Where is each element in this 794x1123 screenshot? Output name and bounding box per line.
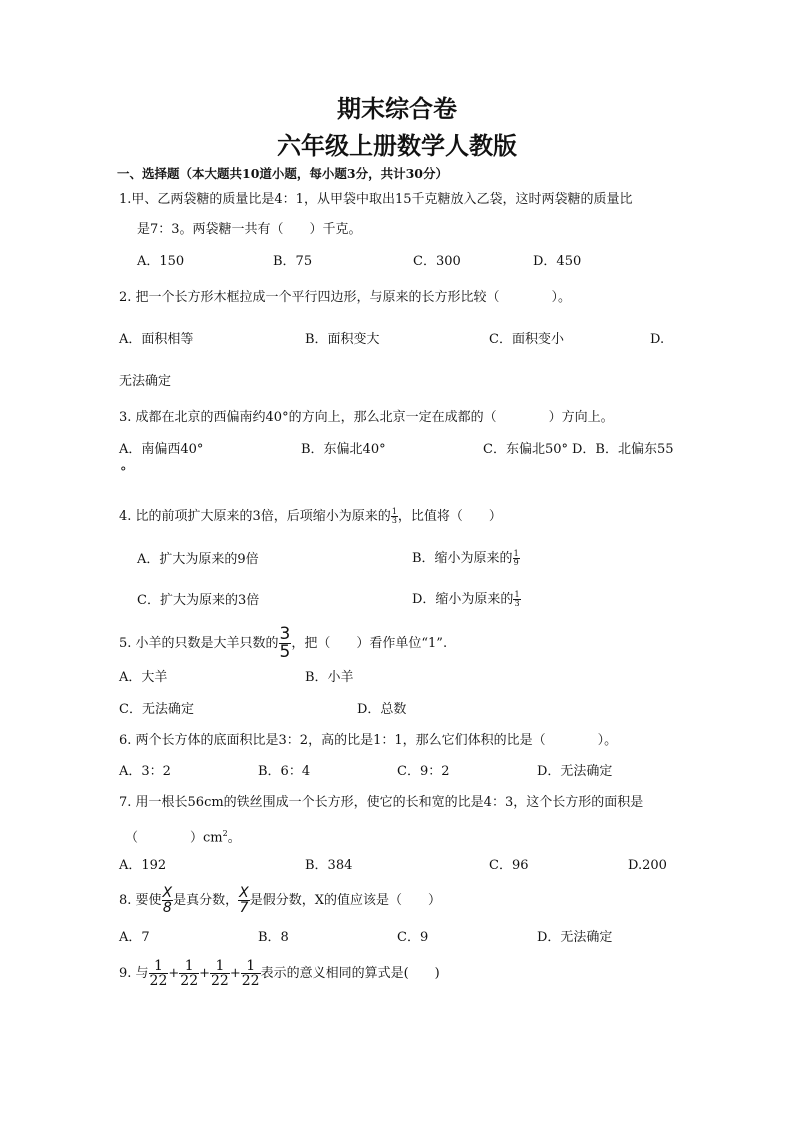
q7-option-a[interactable]: A．192 xyxy=(119,858,167,873)
question-7-end: 。 xyxy=(227,830,241,846)
fraction-numerator: 1 xyxy=(391,507,397,516)
q1-option-d[interactable]: D．450 xyxy=(533,254,582,269)
question-5-text-b: ，把（ ）看作单位“1”. xyxy=(291,636,448,651)
question-1-line1: 1.甲、乙两袋糖的质量比是4：1，从甲袋中取出15千克糖放入乙袋，这时两袋糖的质量比 xyxy=(119,192,633,207)
fraction-numerator: 1 xyxy=(154,958,163,974)
q4-option-b-text: B．缩小为原来的 xyxy=(412,551,513,566)
fraction-numerator: 1 xyxy=(513,549,519,558)
question-3: 3. 成都在北京的西偏南约40°的方向上，那么北京一定在成都的（ ）方向上。 xyxy=(119,410,614,425)
q2-option-b[interactable]: B．面积变大 xyxy=(305,332,380,347)
question-7-line2 xyxy=(125,826,241,846)
q2-option-d[interactable]: D. xyxy=(650,332,665,347)
fraction xyxy=(179,959,199,988)
q8-option-b[interactable]: B．8 xyxy=(258,930,289,945)
q4-option-d[interactable] xyxy=(412,591,521,608)
fraction-denominator: 8 xyxy=(162,900,172,916)
page-subtitle: 六年级上册数学人教版 xyxy=(277,131,517,160)
q6-option-a[interactable]: A．3：2 xyxy=(119,764,171,779)
fraction-denominator: 3 xyxy=(514,599,520,608)
q7-option-c[interactable]: C．96 xyxy=(489,858,529,873)
question-6: 6. 两个长方体的底面积比是3：2，高的比是1：1，那么它们体积的比是（ ）。 xyxy=(119,733,618,748)
fraction xyxy=(162,886,174,915)
fraction-numerator: X xyxy=(162,885,173,901)
fraction-numerator: 1 xyxy=(514,590,520,599)
fraction xyxy=(513,591,520,608)
fraction-denominator: 9 xyxy=(513,558,519,567)
q6-option-d[interactable]: D．无法确定 xyxy=(537,764,613,779)
q3-option-d-wrap: ° xyxy=(120,465,127,480)
question-2: 2. 把一个长方形木框拉成一个平行四边形，与原来的长方形比较（ ）。 xyxy=(119,290,572,305)
question-9-text-a: 9. 与 xyxy=(119,966,149,981)
fraction xyxy=(241,959,261,988)
fraction-denominator: 22 xyxy=(211,973,229,989)
fraction-numerator: 1 xyxy=(184,958,194,974)
superscript: 2 xyxy=(222,829,228,838)
q4-option-c[interactable]: C．扩大为原来的3倍 xyxy=(137,593,260,608)
fraction-numerator: 1 xyxy=(246,958,256,974)
fraction-denominator: 22 xyxy=(180,973,199,989)
q7-option-b[interactable]: B．384 xyxy=(305,858,353,873)
q2-option-d-text: 无法确定 xyxy=(119,374,172,389)
question-5-text-a: 5. 小羊的只数是大羊只数的 xyxy=(119,636,279,651)
question-7-line1: 7. 用一根长56cm的铁丝围成一个长方形，使它的长和宽的比是4：3，这个长方形的面积是 xyxy=(119,795,644,810)
q6-option-c[interactable]: C．9：2 xyxy=(397,764,450,779)
section-heading: 一、选择题（本大题共10道小题，每小题3分，共计30分） xyxy=(117,166,448,181)
q2-option-c[interactable]: C．面积变小 xyxy=(489,332,564,347)
fraction xyxy=(149,959,169,988)
q5-option-c[interactable]: C．无法确定 xyxy=(119,702,194,717)
q6-option-b[interactable]: B．6：4 xyxy=(258,764,311,779)
fraction xyxy=(238,886,250,915)
q8-option-a[interactable]: A．7 xyxy=(119,930,150,945)
q1-option-c[interactable]: C．300 xyxy=(413,254,461,269)
fraction xyxy=(391,508,398,525)
fraction-denominator: 7 xyxy=(239,900,249,916)
fraction-numerator: 3 xyxy=(279,624,291,644)
q4-option-b[interactable] xyxy=(412,550,520,567)
question-7-blank: （ ）cm xyxy=(125,830,223,846)
question-4-text-b: ，比值将（ ） xyxy=(397,509,502,524)
fraction-numerator: 1 xyxy=(215,958,225,974)
page-title: 期末综合卷 xyxy=(337,94,457,123)
q4-option-a[interactable]: A．扩大为原来的9倍 xyxy=(137,552,259,567)
question-5 xyxy=(119,626,447,662)
q7-option-d[interactable]: D.200 xyxy=(628,858,667,873)
q1-option-a[interactable]: A．150 xyxy=(137,254,185,269)
question-4-text-a: 4. 比的前项扩大原来的3倍，后项缩小为原来的 xyxy=(119,509,391,524)
plus-sign: + xyxy=(199,966,211,981)
fraction-denominator: 3 xyxy=(391,516,397,525)
q8-option-c[interactable]: C．9 xyxy=(397,930,429,945)
q5-option-d[interactable]: D．总数 xyxy=(357,702,407,717)
q5-option-a[interactable]: A．大羊 xyxy=(119,670,168,685)
fraction xyxy=(279,626,292,661)
fraction xyxy=(513,550,520,567)
fraction xyxy=(210,959,230,988)
q8-option-d[interactable]: D．无法确定 xyxy=(537,930,613,945)
question-8-text-c: 是假分数，X的值应该是（ ） xyxy=(249,893,442,908)
q4-option-d-text: D．缩小为原来的 xyxy=(412,592,514,607)
plus-sign: + xyxy=(229,966,241,981)
fraction-numerator: X xyxy=(239,885,249,901)
q2-option-a[interactable]: A．面积相等 xyxy=(119,332,194,347)
question-9 xyxy=(119,956,440,992)
q5-option-b[interactable]: B．小羊 xyxy=(305,670,354,685)
q3-option-d[interactable]: D．B．北偏东55 xyxy=(572,442,674,457)
question-4 xyxy=(119,508,502,525)
plus-sign: + xyxy=(168,966,180,981)
q3-option-c[interactable]: C．东偏北50° xyxy=(483,442,568,457)
question-9-text-b: 表示的意义相同的算式是( ) xyxy=(260,966,440,981)
q1-option-b[interactable]: B．75 xyxy=(273,254,313,269)
fraction-denominator: 22 xyxy=(149,973,168,989)
question-8 xyxy=(119,884,441,918)
q3-option-b[interactable]: B．东偏北40° xyxy=(301,442,386,457)
fraction-denominator: 22 xyxy=(241,973,260,989)
fraction-denominator: 5 xyxy=(279,642,291,662)
question-8-text-a: 8. 要使 xyxy=(119,893,162,908)
question-8-text-b: 是真分数， xyxy=(173,893,239,908)
q3-option-a[interactable]: A．南偏西40° xyxy=(119,442,204,457)
question-1-line2: 是7：3。两袋糖一共有（ ）千克。 xyxy=(137,222,362,237)
